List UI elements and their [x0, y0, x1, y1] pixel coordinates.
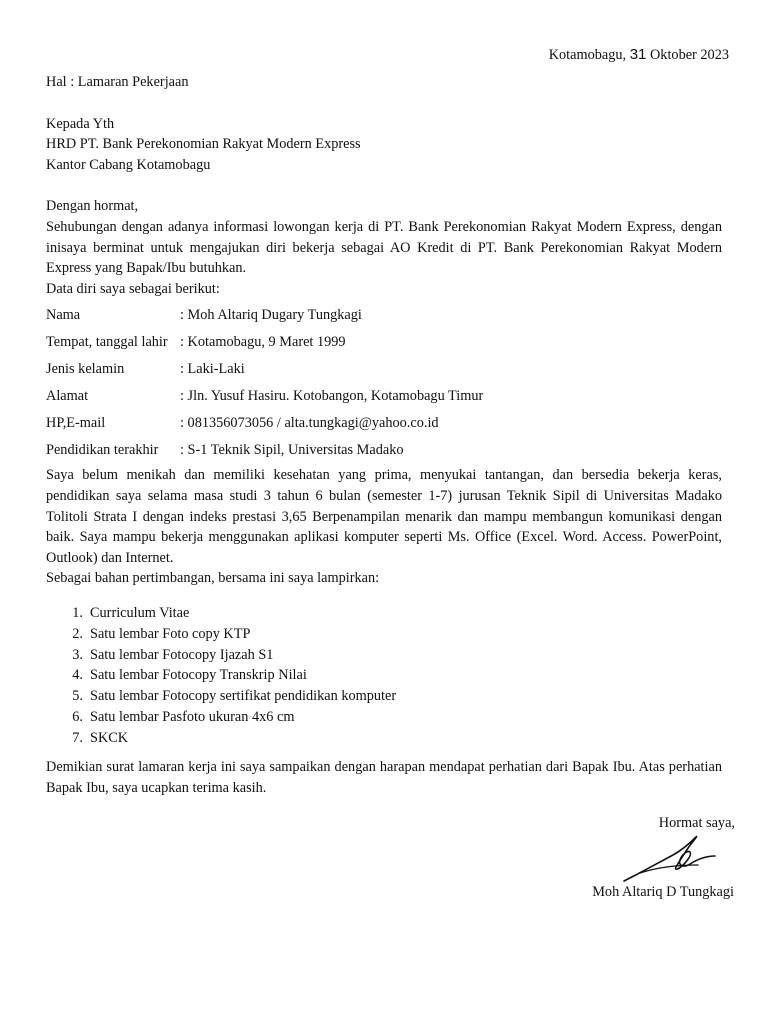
greeting: Dengan hormat,: [46, 198, 139, 215]
list-item: [46, 686, 722, 707]
recipient-line-2: HRD PT. Bank Perekonomian Rakyat Modern Express: [46, 136, 361, 153]
attachments-intro: Sebagai bahan pertimbangan, bersama ini saya lampirkan:: [46, 570, 380, 587]
list-item: [46, 603, 722, 624]
intro-paragraph: Sehubungan dengan adanya informasi lowongan kerja di PT. Bank Perekonomian Rakyat Modern Express, dengan inisaya berminat untuk mengajukan diri bekerja sebagai AO Kredit di PT. Bank Perekonomian Rakyat Modern Express yang Bapak/Ibu butuhkan.: [46, 218, 722, 277]
closing-paragraph: Demikian surat lamaran kerja ini saya sampaikan dengan harapan mendapat perhatian dari Bapak Ibu. Atas perhatian Bapak Ibu, saya ucapkan terima kasih.: [46, 759, 722, 797]
data-intro: Data diri saya sebagai berikut:: [46, 280, 220, 297]
recipient-line-3: Kantor Cabang Kotamobagu: [46, 156, 211, 173]
field-row: [46, 382, 722, 409]
field-value: : Moh Altariq Dugary Tungkagi: [180, 306, 362, 323]
list-item: [46, 665, 722, 686]
field-row: [46, 301, 722, 328]
list-text: Satu lembar Fotocopy sertifikat pendidikan komputer: [90, 688, 397, 705]
attachment-list: [46, 603, 722, 749]
list-number: 7.: [72, 729, 83, 746]
recipient-block: [46, 114, 722, 176]
field-row: [46, 436, 722, 463]
date-place: Kotamobagu,: [548, 47, 627, 63]
field-label: Jenis kelamin: [46, 360, 125, 377]
list-number: 6.: [72, 708, 83, 725]
list-item: [46, 728, 722, 749]
field-label: Nama: [46, 306, 81, 323]
list-text: SKCK: [90, 729, 129, 746]
field-label: HP,E-mail: [46, 414, 106, 431]
field-row: [46, 355, 722, 382]
recipient-line-1: Kepada Yth: [46, 115, 115, 132]
letter-body: [46, 72, 722, 799]
date-month-year: Oktober 2023: [649, 47, 729, 63]
signer-name: Moh Altariq D Tungkagi: [592, 884, 734, 900]
personal-data: [46, 301, 722, 463]
field-value: : Laki-Laki: [180, 360, 245, 377]
field-row: [46, 328, 722, 355]
handwritten-signature: [618, 832, 718, 884]
date-day: 31: [629, 46, 647, 63]
list-item: [46, 707, 722, 728]
list-item: [46, 645, 722, 666]
field-value: : Kotamobagu, 9 Maret 1999: [180, 333, 346, 350]
list-text: Satu lembar Pasfoto ukuran 4x6 cm: [90, 708, 295, 725]
list-number: 5.: [72, 688, 83, 705]
list-text: Satu lembar Foto copy KTP: [90, 625, 251, 642]
field-value: : 081356073056 / alta.tungkagi@yahoo.co.id: [180, 414, 439, 431]
field-label: Pendidikan terakhir: [46, 441, 159, 458]
letter-date: [549, 45, 729, 66]
field-label: Tempat, tanggal lahir: [46, 333, 168, 350]
list-text: Satu lembar Fotocopy Ijazah S1: [90, 646, 274, 663]
closing-salutation: Hormat saya,: [658, 815, 735, 831]
list-number: 1.: [72, 605, 83, 621]
list-number: 3.: [72, 646, 83, 663]
field-row: [46, 409, 722, 436]
list-item: [46, 624, 722, 645]
list-number: 4.: [72, 667, 83, 684]
subject-line: Hal : Lamaran Pekerjaan: [46, 74, 189, 90]
list-number: 2.: [72, 625, 83, 642]
field-value: : S-1 Teknik Sipil, Universitas Madako: [180, 441, 404, 458]
profile-paragraph: Saya belum menikah dan memiliki kesehatan yang prima, menyukai tantangan, dan bersedia bekerja keras, pendidikan saya selama masa studi 3 tahun 6 bulan (semester 1-7) jurusan Teknik Sipil di Universitas Madako Tolitoli Strata I dengan indeks prestasi 3,65 Berpenampilan menarik dan mampu membangun komunikasi dengan baik. Saya mampu bekerja menggunakan aplikasi komputer seperti Ms. Office (Excel. Word. Access. PowerPoint, Outlook) dan Internet.: [46, 467, 722, 566]
list-text: Satu lembar Fotocopy Transkrip Nilai: [90, 667, 307, 684]
field-label: Alamat: [46, 387, 89, 404]
field-value: : Jln. Yusuf Hasiru. Kotobangon, Kotamobagu Timur: [180, 387, 484, 404]
list-text: Curriculum Vitae: [90, 605, 190, 621]
